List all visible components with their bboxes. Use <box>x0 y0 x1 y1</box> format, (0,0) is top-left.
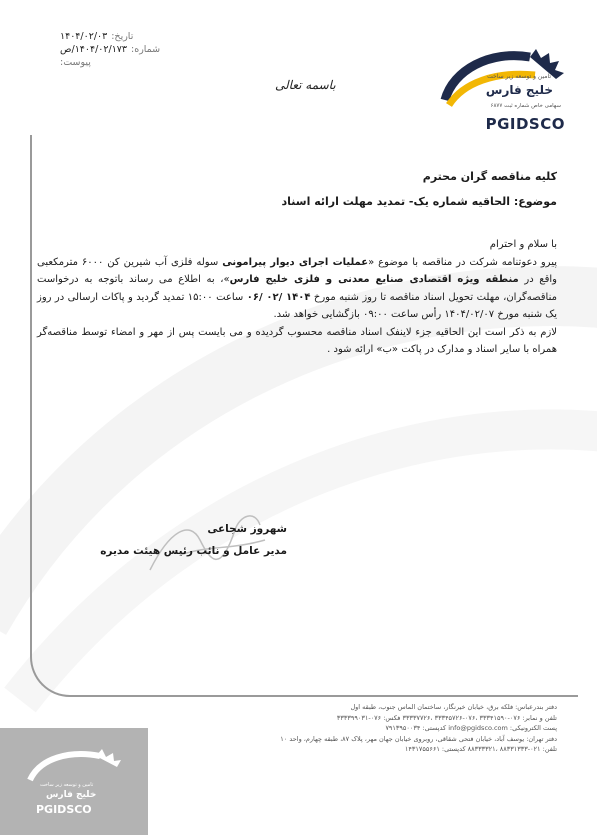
greeting: با سلام و احترام <box>489 239 557 250</box>
company-logo <box>435 45 575 140</box>
number-label: شماره: <box>131 44 161 55</box>
date-value: ۱۴۰۴/۰۲/۰۳ <box>60 31 108 42</box>
signer-name: شهروز شجاعی <box>207 523 287 535</box>
logo-registration: سهامی خاص شماره ثبت ۶۸۷۷ <box>490 103 561 109</box>
logo-brand-text: PGIDSCO <box>485 115 565 133</box>
number-value: ۱۴۰۴/۰۲/۱۷۳/ص <box>60 44 128 55</box>
footer-line: پست الکترونیکی: info@pgidsco.com کدپستی: ۷۹۱۳۹۵۰۰۳۴ <box>385 724 557 732</box>
corner-logo-tagline: تامین و توسعه زیر ساخت <box>40 782 94 788</box>
logo-tagline: تامین و توسعه زیر ساخت <box>487 73 551 80</box>
footer-line: تلفن و نمابر: ۰۷۶-۳۳۳۴۱۵۹۰ ،۰۷۶-۳۳۳۴۵۷۲۶ ،۳۳۳۳۷۷۲۶ فکس: ۰۷۶-۳۳۳۳۹۹۰۳۱ <box>336 713 557 722</box>
logo-company-name: خلیج فارس <box>485 83 553 97</box>
body-paragraph-2: لازم به ذکر است این الحاقیه جزء لاینفک اسناد مناقصه محسوب گردیده و می بایست پس از مهر و امضاء توسط مناقصه‌گر همراه با سایر اسناد و مدارک در پاکت «ب» ارائه شود . <box>37 326 557 355</box>
date-label: تاریخ: <box>111 31 134 42</box>
addressee: کلیه مناقصه گران محترم <box>422 170 557 183</box>
footer-line: تلفن: ۰۲۱-۸۸۳۳۱۳۳۳ ،۸۸۳۳۳۳۲۱ کدپستی: ۱۴۳۱۷۵۵۶۶۱ <box>404 745 557 753</box>
footer-line: دفتر بندرعباس: فلکه برق، خیابان خیرنگار، ساختمان الماس جنوب، طبقه اول <box>350 703 557 711</box>
corner-logo-panel <box>0 728 148 835</box>
attachment-label: پیوست: <box>60 57 91 68</box>
basmala-heading: باسمه تعالی <box>275 78 336 92</box>
signature-block <box>100 518 287 562</box>
body-paragraph-1: پیرو دعوتنامه شرکت در مناقصه با موضوع «عملیات اجرای دیوار پیرامونی سوله فلزی آب شیرین کن ۶۰۰۰ مترمکعبی واقع در منطقه ویژه اقتصادی صنایع معدنی و فلزی خلیج فارس»، به اطلاع می رساند باتوجه به درخواست مناقصه‌گران، مهلت تحویل اسناد مناقصه تا روز شنبه مورخ ۱۴۰۴ /۰۲ /۰۶ ساعت ۱۵:۰۰ تمدید گردید و پاکات ارسالی در روز یک شنبه مورخ ۱۴۰۴/۰۲/۰۷ رأس ساعت ۰۹:۰۰ بازگشایی خواهد شد. <box>37 256 557 320</box>
signer-title: مدیر عامل و نائب رئیس هیئت مدیره <box>100 545 287 557</box>
corner-logo-brand: PGIDSCO <box>36 803 92 816</box>
subject-line: موضوع: الحاقیه شماره یک- تمدید مهلت ارائه اسناد <box>281 195 557 208</box>
footer-line: دفتر تهران: یوسف آباد، خیابان فتحی شقاقی، روبروی خیابان جهان مهر، پلاک ۸۷، طبقه چهارم، واحد ۱۰ <box>280 734 557 743</box>
letter-meta <box>60 30 160 69</box>
page-frame-border <box>30 135 578 697</box>
corner-logo-name: خلیج فارس <box>46 790 97 800</box>
letter-body <box>37 236 557 359</box>
corner-logo-emblem-icon <box>0 728 148 788</box>
